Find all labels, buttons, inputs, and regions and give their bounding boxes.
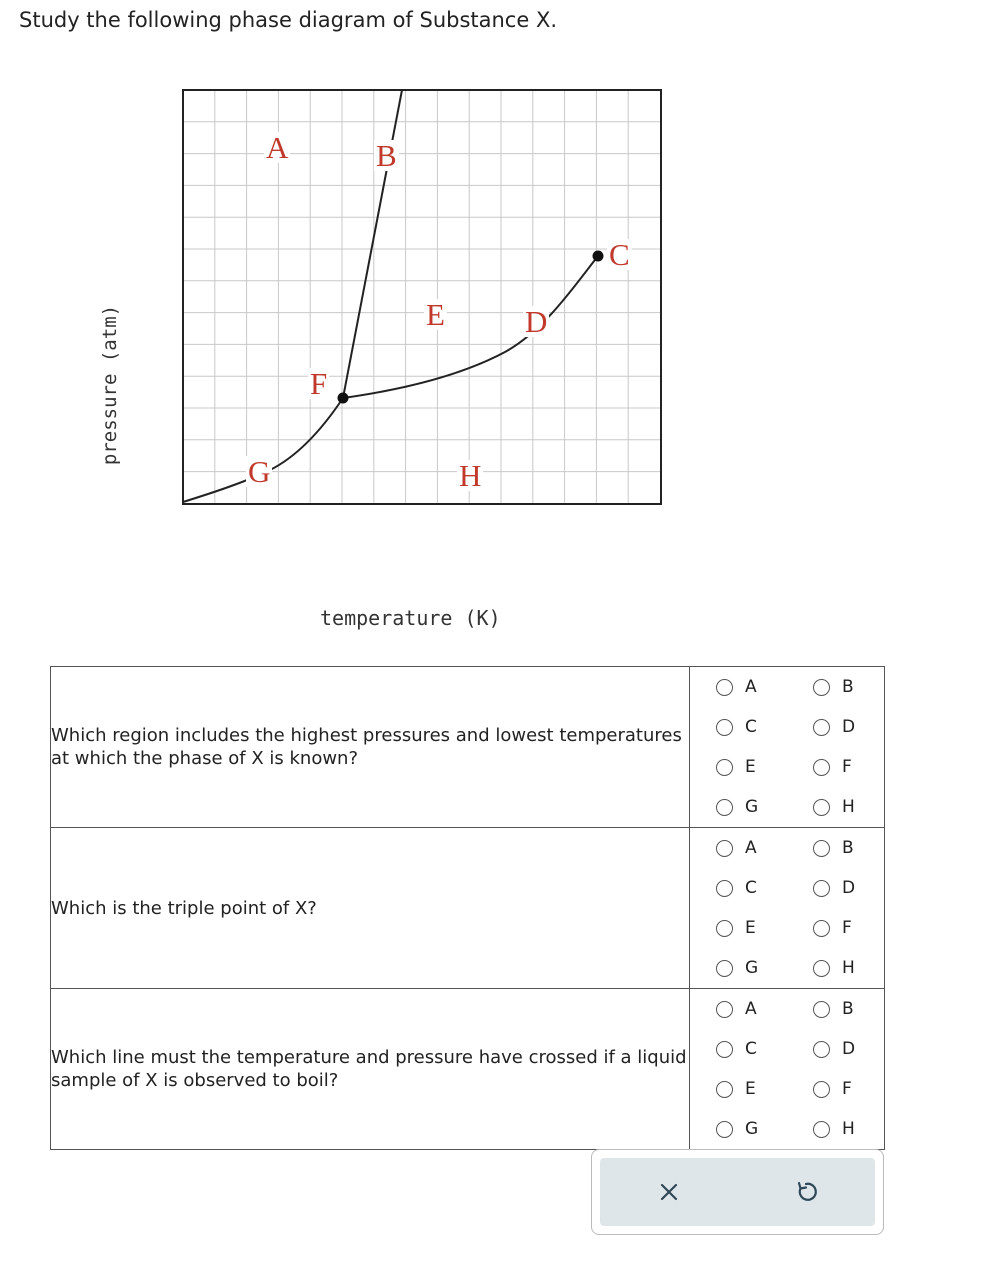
label-e: E — [426, 297, 445, 332]
label-b: B — [376, 138, 397, 173]
question-prompt: Study the following phase diagram of Substance X. — [19, 8, 558, 32]
choice-option[interactable] — [787, 787, 884, 827]
choice-label: A — [745, 677, 757, 697]
choice-label: F — [842, 1079, 852, 1099]
choice-label: G — [745, 1119, 759, 1139]
choice-group — [690, 667, 884, 827]
radio-button[interactable] — [813, 679, 830, 696]
radio-button[interactable] — [716, 960, 733, 977]
clear-button[interactable] — [600, 1158, 738, 1226]
label-f: F — [310, 366, 328, 401]
choice-label: E — [745, 1079, 756, 1099]
choice-option[interactable] — [690, 787, 787, 827]
choice-label: H — [842, 1119, 855, 1139]
question-row — [51, 989, 885, 1150]
radio-button[interactable] — [716, 799, 733, 816]
undo-icon — [793, 1179, 819, 1205]
choice-label: D — [842, 1039, 856, 1059]
choice-label: E — [745, 918, 756, 938]
radio-button[interactable] — [716, 759, 733, 776]
question-row — [51, 828, 885, 989]
question-text: Which line must the temperature and pressure have crossed if a liquid sample of X is observed to boil? — [51, 1047, 687, 1091]
choice-label: E — [745, 757, 756, 777]
label-h: H — [459, 458, 482, 493]
radio-button[interactable] — [813, 880, 830, 897]
x-icon — [658, 1181, 680, 1203]
choice-option[interactable] — [787, 667, 884, 707]
radio-button[interactable] — [716, 1001, 733, 1018]
choice-option[interactable] — [690, 1029, 787, 1069]
choice-option[interactable] — [787, 989, 884, 1029]
choice-option[interactable] — [787, 828, 884, 868]
radio-button[interactable] — [813, 799, 830, 816]
y-axis-label-wrap — [88, 280, 132, 490]
x-axis-label: temperature (K) — [320, 606, 501, 630]
choice-label: C — [745, 1039, 757, 1059]
choices-cell — [690, 828, 885, 989]
choice-option[interactable] — [690, 948, 787, 988]
choice-label: G — [745, 797, 759, 817]
radio-button[interactable] — [813, 719, 830, 736]
question-text-cell — [51, 828, 690, 989]
diagram-grid — [183, 90, 661, 504]
action-bar-inner — [600, 1158, 875, 1226]
choice-option[interactable] — [690, 1109, 787, 1149]
choice-option[interactable] — [690, 989, 787, 1029]
reset-button[interactable] — [738, 1158, 876, 1226]
phase-diagram — [0, 70, 982, 630]
choice-label: D — [842, 717, 856, 737]
choice-label: H — [842, 958, 855, 978]
question-text: Which region includes the highest pressures and lowest temperatures at which the phase of X is known? — [51, 725, 682, 769]
radio-button[interactable] — [716, 1041, 733, 1058]
choice-option[interactable] — [787, 707, 884, 747]
melting-curve — [343, 90, 402, 398]
choice-option[interactable] — [690, 1069, 787, 1109]
triple-point-dot — [338, 393, 349, 404]
choice-option[interactable] — [787, 868, 884, 908]
choice-option[interactable] — [787, 908, 884, 948]
radio-button[interactable] — [716, 1121, 733, 1138]
question-text: Which is the triple point of X? — [51, 897, 317, 919]
radio-button[interactable] — [813, 759, 830, 776]
choice-label: G — [745, 958, 759, 978]
choice-label: H — [842, 797, 855, 817]
choice-option[interactable] — [787, 948, 884, 988]
question-table — [50, 666, 885, 1150]
choice-label: A — [745, 838, 757, 858]
choice-option[interactable] — [690, 747, 787, 787]
choice-option[interactable] — [787, 1069, 884, 1109]
label-d: D — [525, 304, 548, 339]
radio-button[interactable] — [716, 679, 733, 696]
choice-label: A — [745, 999, 757, 1019]
question-text-cell — [51, 667, 690, 828]
label-a: A — [266, 130, 289, 165]
choice-label: F — [842, 757, 852, 777]
y-axis-label: pressure (atm) — [99, 304, 121, 466]
choice-option[interactable] — [787, 1029, 884, 1069]
diagram-frame — [183, 90, 661, 504]
label-c: C — [609, 237, 630, 272]
choice-option[interactable] — [787, 1109, 884, 1149]
choice-label: C — [745, 878, 757, 898]
radio-button[interactable] — [716, 840, 733, 857]
choice-option[interactable] — [690, 667, 787, 707]
phase-diagram-graphic — [0, 70, 982, 590]
radio-button[interactable] — [716, 880, 733, 897]
choice-group — [690, 828, 884, 988]
critical-point-dot — [593, 251, 604, 262]
choice-label: B — [842, 999, 854, 1019]
question-row — [51, 667, 885, 828]
choice-option[interactable] — [690, 828, 787, 868]
radio-button[interactable] — [813, 920, 830, 937]
choice-label: D — [842, 878, 856, 898]
choice-group — [690, 989, 884, 1149]
choice-option[interactable] — [690, 707, 787, 747]
choice-option[interactable] — [787, 747, 884, 787]
radio-button[interactable] — [813, 1041, 830, 1058]
action-bar — [591, 1149, 884, 1235]
choices-cell — [690, 989, 885, 1150]
radio-button[interactable] — [813, 1001, 830, 1018]
choice-label: F — [842, 918, 852, 938]
radio-button[interactable] — [716, 719, 733, 736]
choice-option[interactable] — [690, 908, 787, 948]
radio-button[interactable] — [716, 920, 733, 937]
radio-button[interactable] — [813, 960, 830, 977]
choices-cell — [690, 667, 885, 828]
choice-label: B — [842, 838, 854, 858]
radio-button[interactable] — [813, 840, 830, 857]
choice-option[interactable] — [690, 868, 787, 908]
radio-button[interactable] — [813, 1121, 830, 1138]
label-g: G — [248, 454, 271, 489]
choice-label: B — [842, 677, 854, 697]
question-text-cell — [51, 989, 690, 1150]
radio-button[interactable] — [716, 1081, 733, 1098]
radio-button[interactable] — [813, 1081, 830, 1098]
choice-label: C — [745, 717, 757, 737]
